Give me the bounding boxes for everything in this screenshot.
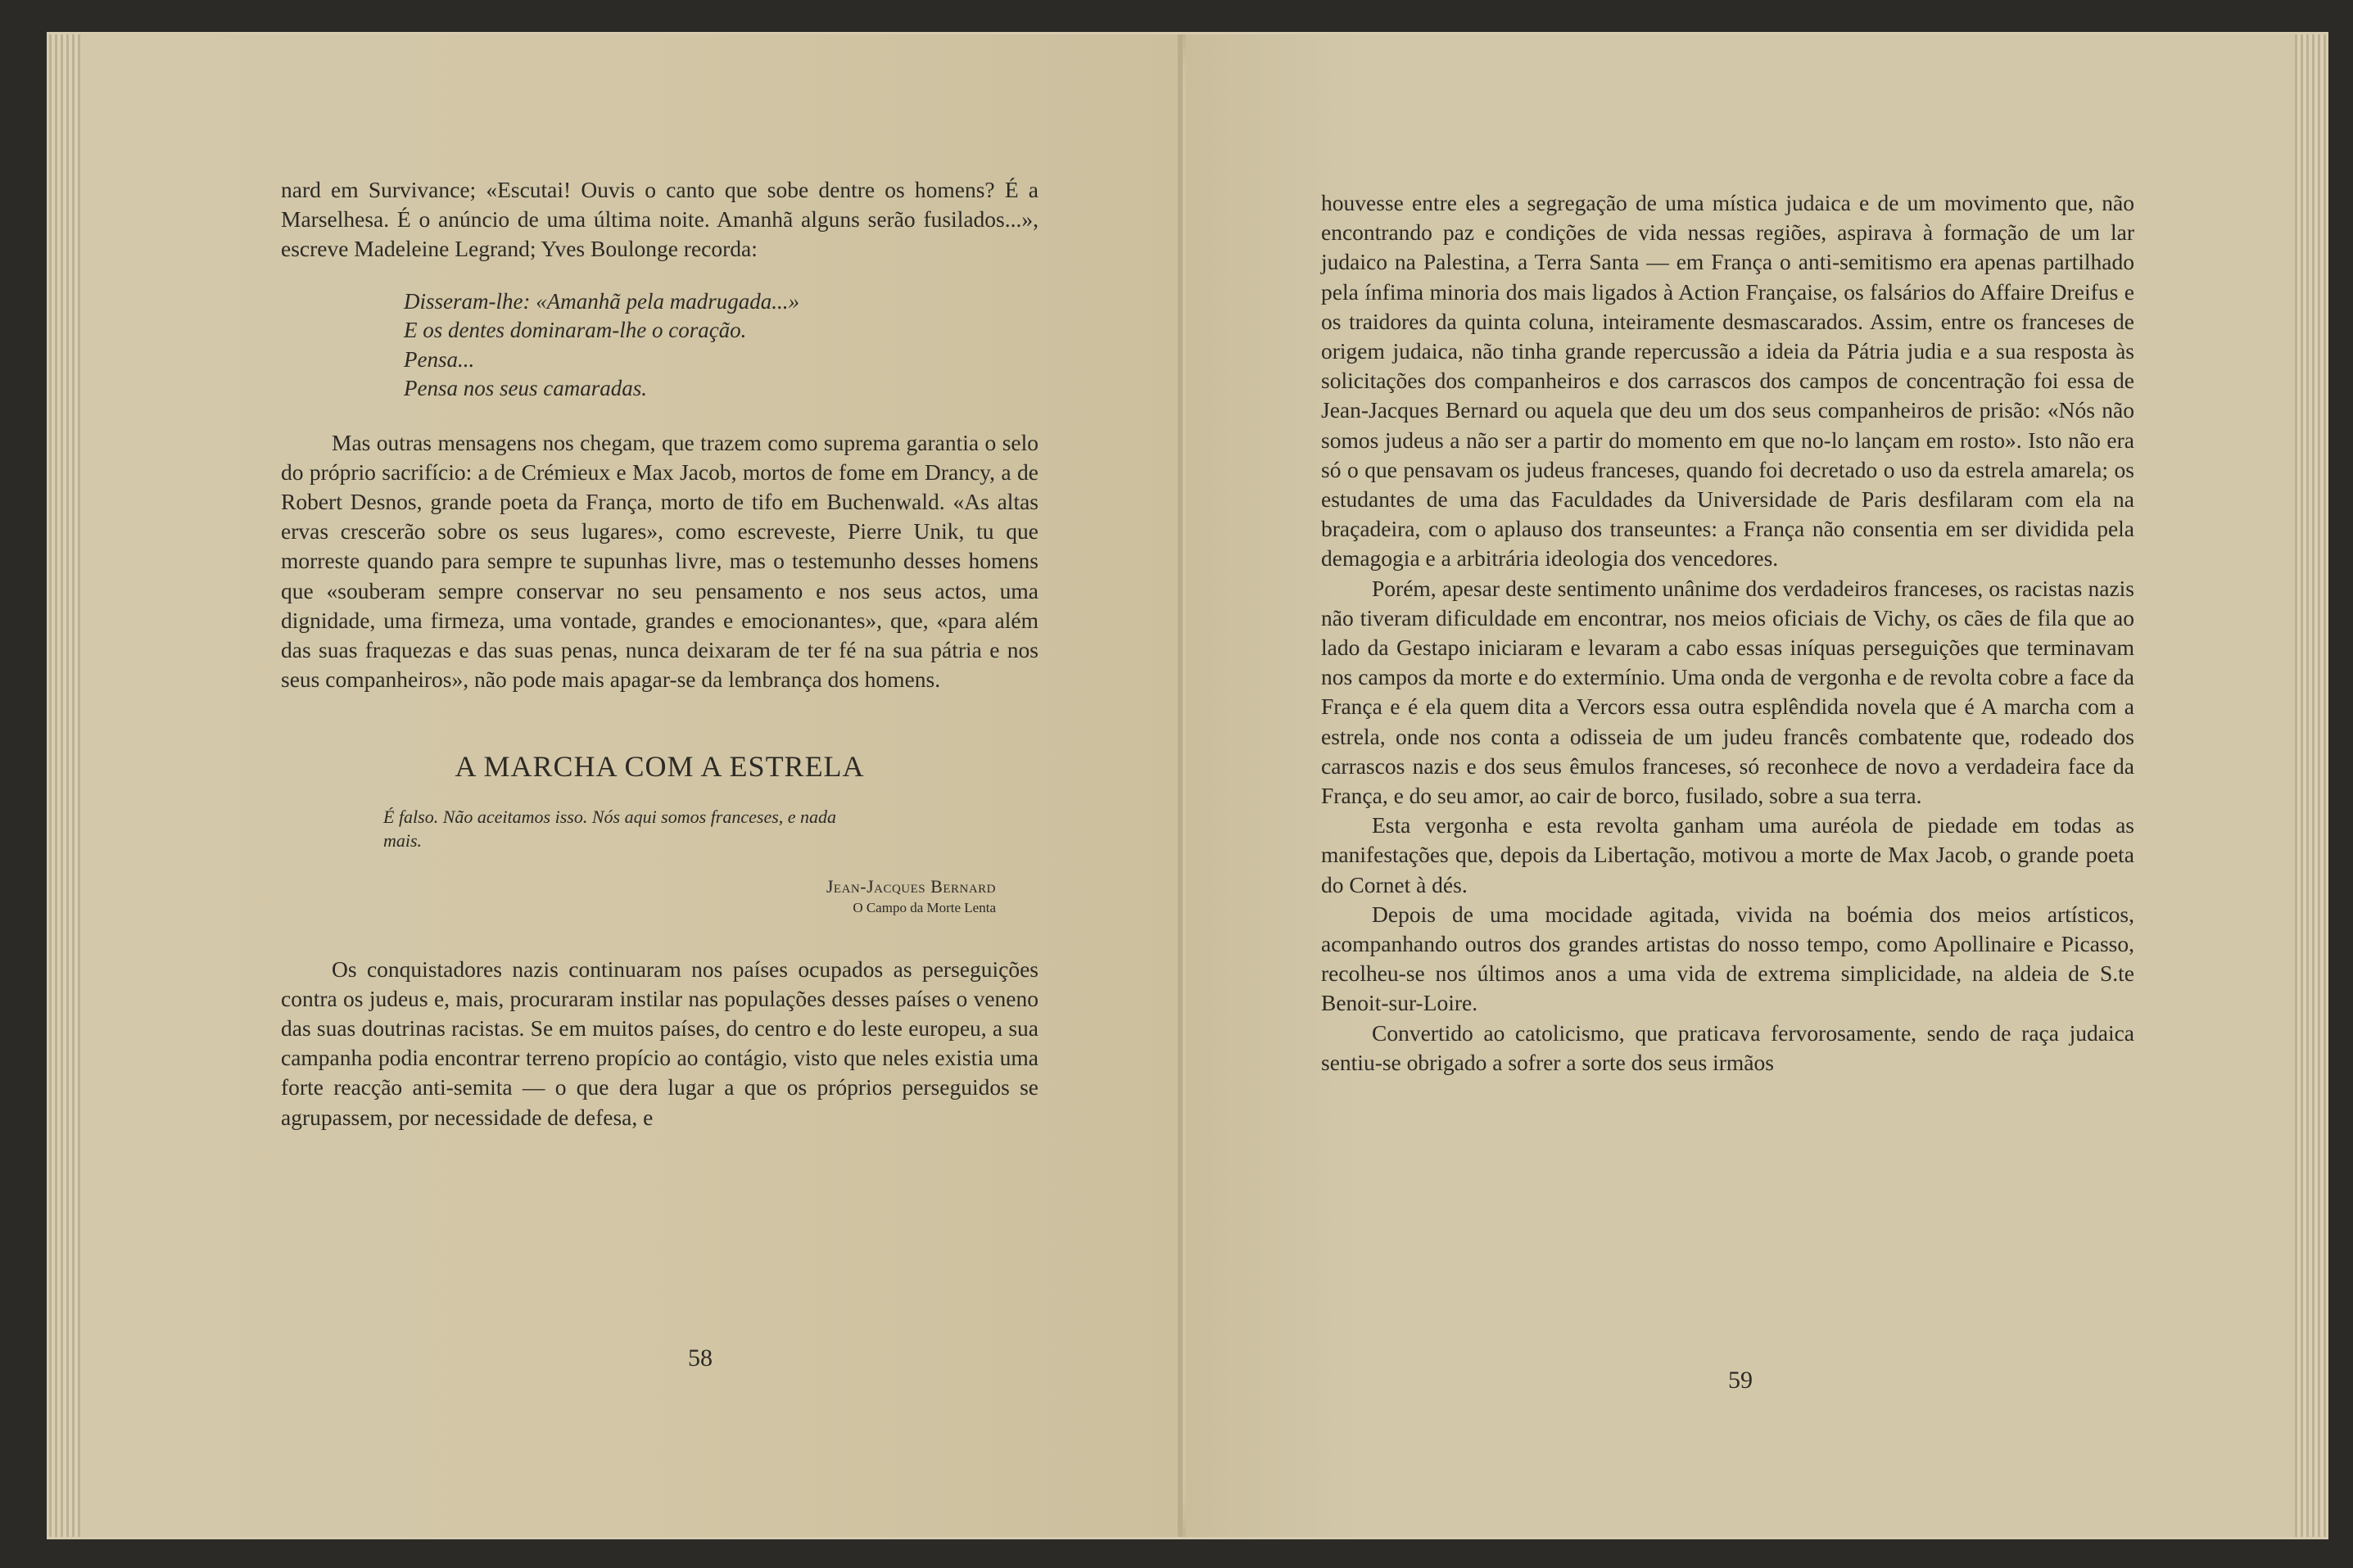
verse-line: E os dentes dominaram-lhe o coração. [404, 318, 747, 343]
right-page-text [1321, 188, 2134, 1078]
left-page-text [281, 175, 1038, 1132]
page-number: 58 [688, 1344, 713, 1371]
section-heading: A MARCHA COM A ESTRELA [455, 750, 865, 784]
left-page [49, 34, 1183, 1537]
verse-line: Pensa nos seus camaradas. [404, 376, 647, 401]
page-number: 59 [1728, 1367, 1753, 1394]
verse-line: Disseram-lhe: «Amanhã pela madrugada...» [404, 288, 799, 314]
paragraph: Depois de uma mocidade agitada, vivida na boémia dos meios artísticos, acompanhando outros dos grandes artistas do nosso tempo, como Apollinaire e Picasso, recolheu-se nos últimos anos a uma vida de extrema simplicidade, na aldeia de S.te Benoit-sur-Loire. [1321, 901, 2134, 1016]
paragraph: Convertido ao catolicismo, que praticava fervorosamente, sendo de raça judaica sentiu-se obrigado a sofrer a sorte dos seus irmãos [1321, 1019, 2134, 1075]
epigraph-source: O Campo da Morte Lenta [853, 899, 996, 915]
epigraph-author: Jean-Jacques Bernard [826, 875, 996, 897]
page-edge [2295, 34, 2326, 1537]
paragraph: Esta vergonha e esta revolta ganham uma auréola de piedade em todas as manifestações que, depois da Libertação, motivou a morte de Max Jacob, o grande poeta do Cornet à dés. [1321, 812, 2134, 897]
paragraph: Mas outras mensagens nos chegam, que trazem como suprema garantia o selo do próprio sacrifício: a de Crémieux e Max Jacob, mortos de fome em Drancy, a de Robert Desnos, grande poeta da França, morto de tifo em Buchenwald. «As altas ervas crescerão sobre os seus lugares», como escreveste, Pierre Unik, tu que morreste quando para sempre te supunhas livre, mas o testemunho desses homens que «souberam sempre conservar no seu pensamento e nos seus actos, uma dignidade, uma firmeza, uma vontade, grandes e emocionantes», que, «para além das suas fraquezas e das suas penas, nunca deixaram de ter fé na sua pátria e nos seus companheiros», não pode mais apagar-se da lembrança dos homens. [281, 429, 1038, 693]
paragraph: Os conquistadores nazis continuaram nos países ocupados as perseguições contra os judeus e, mais, procuraram instilar nas populações desses países o veneno das suas doutrinas racistas. Se em muitos países, do centro e do leste europeu, a sua campanha podia encontrar terreno propício ao contágio, visto que neles existia uma forte reacção anti-semita — o que dera lugar a que os próprios perseguidos se agrupassem, por necessidade de defesa, e [281, 956, 1038, 1130]
epigraph: É falso. Não aceitamos isso. Nós aqui somos franceses, e nada mais. [383, 806, 837, 851]
paragraph: Porém, apesar deste sentimento unânime dos verdadeiros franceses, os racistas nazis não tiveram dificuldade em encontrar, nos meios oficiais de Vichy, os cães de fila que ao lado da Gestapo iniciaram e levaram a cabo essas iníquas perseguições que terminavam nos campos da morte e do extermínio. Uma onda de vergonha e de revolta cobre a face da França e é ela quem dita a Vercors essa outra esplêndida novela que é A marcha com a estrela, onde nos conta a odisseia de um judeu francês combatente que, rodeado dos carrascos nazis e dos seus êmulos franceses, só reconhece de novo a verdadeira face da França, e do seu amor, ao cair de borco, fusilado, sobre a sua terra. [1321, 575, 2134, 809]
book-spread [49, 34, 2326, 1537]
page-edge [49, 34, 80, 1537]
paragraph: nard em Survivance; «Escutai! Ouvis o canto que sobe dentre os homens? É a Marselhesa. É o anúncio de uma última noite. Amanhã alguns serão fusilados...», escreve Madeleine Legrand; Yves Boulonge recorda: [281, 177, 1038, 262]
verse-line: Pensa... [404, 346, 475, 372]
paragraph: houvesse entre eles a segregação de uma mística judaica e de um movimento que, não encontrando paz e condições de vida nessas regiões, aspirava à formação de um lar judaico na Palestina, a Terra Santa — em França o anti-semitismo era apenas partilhado pela ínfima minoria dos mais ligados à Action Française, os falsários do Affaire Dreifus e os traidores da quinta coluna, inteiramente desmascarados. Assim, entre os franceses de origem judaica, não tinha grande repercussão a ideia da Pátria judia e a sua resposta às solicitações dos companheiros e dos carrascos dos campos de concentração foi essa de Jean-Jacques Bernard ou aquela que deu um dos seus companheiros de prisão: «Nós não somos judeus a não ser a partir do momento em que no-lo lançam em rosto». Isto não era só o que pensavam os judeus franceses, quando foi decretado o uso da estrela amarela; os estudantes de uma das Faculdades da Universidade de Paris desfilaram com ela na braçadeira, com o aplauso dos transeuntes: a França não consentia em ser dividida pela demagogia e a arbitrária ideologia dos vencedores. [1321, 190, 2134, 572]
poem-quote [404, 287, 1038, 404]
